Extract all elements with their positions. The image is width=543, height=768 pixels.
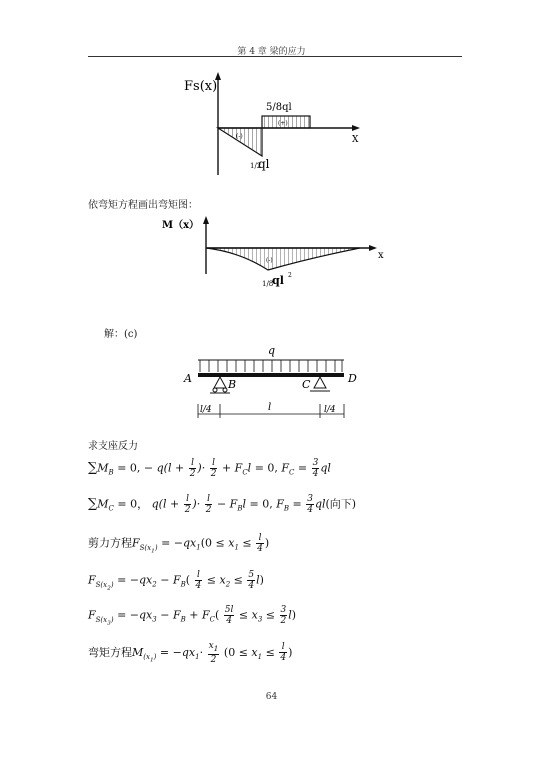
moment-fraction: 1/8	[262, 280, 274, 288]
shear-top-sign: (+)	[278, 120, 288, 127]
moment-curve	[206, 248, 360, 270]
shear-equation-2: $F_{S(x_2)} = -qx_2 - F_B$( $\frac{l}{4}$ ≤ $x_2$ ≤ $\frac{5}{4}$ l)	[88, 570, 264, 591]
point-c: C	[302, 378, 311, 391]
point-d: D	[348, 372, 357, 385]
page-number: 64	[265, 692, 278, 702]
moment-x-label: x	[378, 250, 384, 261]
shear-equation-1: 剪力方程$F_{S(x_1)} = -qx_1(0 \le x_1$ ≤ $\frac{l}{4}$ )	[88, 533, 270, 554]
shear-y-label: Fs(x)	[184, 79, 218, 94]
page-header: 第 4 章 梁的应力	[237, 47, 306, 57]
shear-x-arrow	[352, 125, 360, 131]
moment-y-label: M（x）	[162, 220, 200, 231]
shear-x-label: X	[352, 135, 359, 145]
point-a: A	[184, 372, 192, 385]
reactions-title: 求支座反力	[88, 441, 138, 452]
equation-moment-c: $\sum M_C = 0$， q(l + $\frac{l}{2}$ )· $\frac{l}{2}$ − $F_Bl = 0$, $F_B$ = $\frac{3}{4}$ ql(向下)	[88, 494, 357, 515]
beam-figure	[176, 342, 366, 426]
moment-equation-1: 弯矩方程$M_{(x_1)} = -qx_1\cdot$ $\frac{x_1}{2}$ ($0 \le x_1$ ≤ $\frac{l}{4}$ )	[88, 641, 293, 665]
moment-sign: (-)	[266, 257, 273, 264]
moment-intro: 依弯矩方程画出弯矩图：	[88, 200, 198, 211]
left-span: l/4	[200, 405, 212, 415]
shear-equation-3: $F_{S(x_3)} = -qx_3 - F_B + F_C$( $\frac{5l}{4}$ ≤ $x_3$ ≤ $\frac{3}{2}$ l)	[88, 605, 297, 626]
support-c	[314, 377, 326, 388]
moment-exponent: 2	[288, 272, 292, 279]
equation-moment-b: $\sum M_B = 0$, − q(l + $\frac{l}{2}$ )· $\frac{l}{2}$ + $F_Cl = 0$, $F_C$ = $\frac{3}{4}$ ql	[88, 458, 331, 479]
support-b	[214, 377, 226, 388]
point-b: B	[228, 378, 237, 391]
shear-bottom-fraction: 1/2	[250, 162, 262, 170]
moment-value: ql	[272, 274, 284, 287]
shear-top-value: 5/8ql	[266, 102, 292, 113]
solution-label: 解：(c)	[104, 329, 138, 340]
shear-bottom-value: ql	[258, 157, 270, 171]
header-rule	[88, 56, 462, 57]
load-label: q	[268, 344, 276, 357]
mid-span: l	[268, 402, 272, 413]
distributed-load	[200, 360, 342, 372]
right-span: l/4	[324, 405, 336, 415]
moment-diagram	[160, 212, 396, 290]
shear-bottom-sign: (-)	[236, 133, 243, 140]
shear-force-diagram	[180, 70, 380, 180]
